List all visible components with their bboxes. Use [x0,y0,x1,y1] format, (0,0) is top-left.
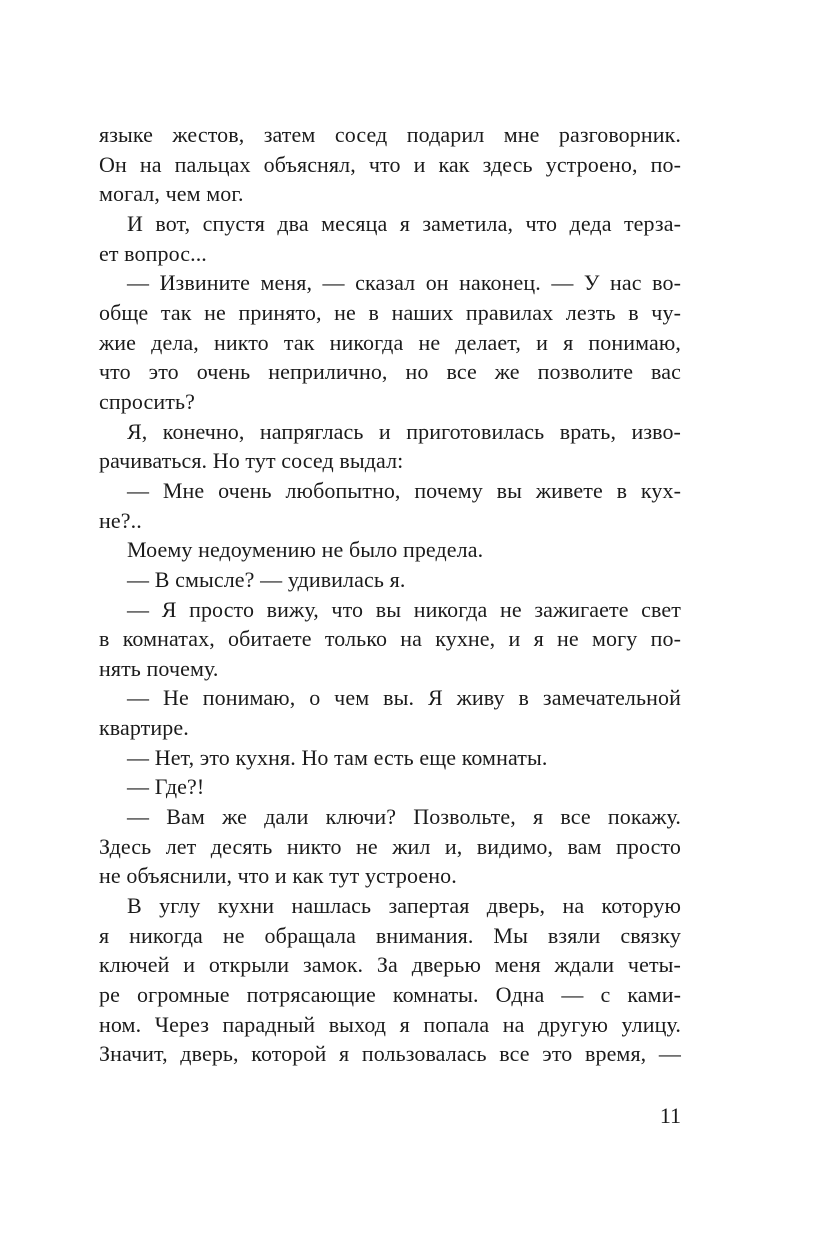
text-line: не?.. [99,507,142,533]
text-line: — Извините меня, — сказал он наконец. — У нас во- [127,270,681,296]
text-line: В углу кухни нашлась запертая дверь, на которую [127,893,681,919]
text-line: обще так не принято, не в наших правилах лезть в чу- [99,299,681,325]
text-line: квартире. [99,715,189,741]
text-line: Здесь лет десять никто не жил и, видимо, вам просто [99,833,681,859]
text-line: что это очень неприлично, но все же позволите вас [99,359,681,385]
page-number: 11 [659,1103,681,1128]
text-block [99,120,681,1069]
text-line: спросить? [99,388,195,414]
text-line: ре огромные потрясающие комнаты. Одна — с ками- [99,982,681,1008]
text-line: ключей и открыли замок. За дверью меня ждали четы- [99,952,681,978]
text-line: нять почему. [99,655,219,681]
text-line: — Где?! [127,774,205,800]
text-line: Он на пальцах объяснял, что и как здесь устроено, по- [99,151,681,177]
text-line: И вот, спустя два месяца я заметила, что деда терза- [127,210,681,236]
text-line: не объяснили, что и как тут устроено. [99,863,457,889]
text-line: — Нет, это кухня. Но там есть еще комнаты. [127,744,548,770]
text-line: Значит, дверь, которой я пользовалась все это время, — [99,1041,681,1067]
text-line: ет вопрос... [99,240,207,266]
text-line: — Я просто вижу, что вы никогда не зажигаете свет [127,596,681,622]
text-line: — Не понимаю, о чем вы. Я живу в замечательной [127,685,681,711]
text-line: Моему недоумению не было предела. [127,537,484,563]
text-line: в комнатах, обитаете только на кухне, и я не могу по- [99,626,681,652]
text-line: могал, чем мог. [99,181,244,207]
text-line: я никогда не обращала внимания. Мы взяли связку [99,922,681,948]
text-line: рачиваться. Но тут сосед выдал: [99,448,404,474]
text-line: ном. Через парадный выход я попала на другую улицу. [99,1011,681,1037]
text-line: Я, конечно, напряглась и приготовилась врать, изво- [127,418,681,444]
text-line: языке жестов, затем сосед подарил мне разговорник. [99,122,681,147]
text-line: — Вам же дали ключи? Позвольте, я все покажу. [127,804,681,830]
text-line: — Мне очень любопытно, почему вы живете в кух- [127,477,681,503]
text-line: — В смысле? — удивилась я. [127,566,406,592]
text-line: жие дела, никто так никогда не делает, и я понимаю, [99,329,681,355]
